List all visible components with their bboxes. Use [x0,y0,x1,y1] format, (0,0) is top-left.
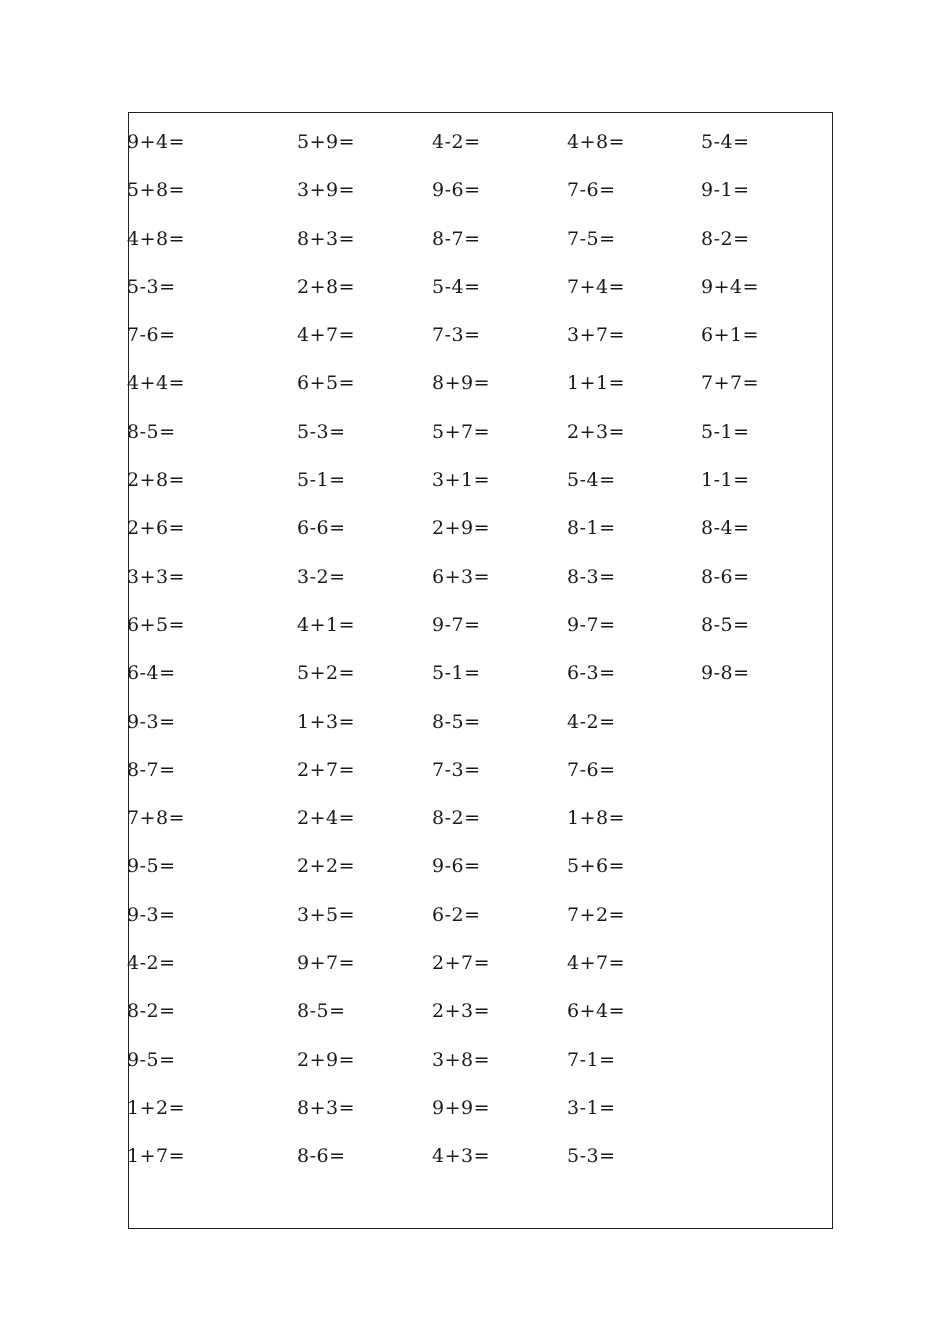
math-problem: 2+8= [297,275,356,298]
worksheet-frame [128,112,833,1229]
math-problem: 2+6= [127,517,186,540]
math-problem: 9+7= [297,952,356,975]
math-problem: 8-1= [567,517,616,540]
math-problem: 2+3= [432,1000,491,1023]
math-problem: 7-1= [567,1048,616,1071]
math-problem: 6-2= [432,903,481,926]
math-problem: 8-5= [432,710,481,733]
math-problem: 5-4= [701,131,750,153]
math-problem: 8-3= [567,565,616,588]
math-problem: 2+9= [297,1048,356,1071]
math-problem: 5+2= [297,662,356,685]
math-problem: 9-3= [127,710,176,733]
math-problem: 4+7= [297,324,356,347]
math-problem: 4+8= [567,131,626,153]
math-problem: 5-1= [432,662,481,685]
math-problem: 4-2= [127,952,176,975]
math-problem: 6+1= [701,324,760,347]
math-problem: 8-4= [701,517,750,540]
math-problem: 8-2= [432,807,481,830]
math-problem: 9-7= [432,613,481,636]
math-problem: 2+9= [432,517,491,540]
math-problem: 4+8= [127,227,186,250]
math-problem: 6+5= [297,372,356,395]
math-problem: 7-6= [127,324,176,347]
math-problem: 5-1= [297,469,346,492]
math-problem: 5-4= [567,469,616,492]
math-problem: 7-6= [567,179,616,202]
math-problem: 6+4= [567,1000,626,1023]
math-problem: 7-6= [567,758,616,781]
math-problem: 5-3= [127,275,176,298]
problem-column-4 [567,130,625,1193]
math-problem: 7-3= [432,758,481,781]
math-problem: 4+4= [127,372,186,395]
math-problem: 7-3= [432,324,481,347]
math-problem: 6-4= [127,662,176,685]
math-problem: 3+7= [567,324,626,347]
math-problem: 9-5= [127,855,176,878]
math-problem: 9-1= [701,179,750,202]
math-problem: 4+1= [297,613,356,636]
problem-column-3 [432,130,490,1193]
math-problem: 8+3= [297,1096,356,1119]
math-problem: 4-2= [432,131,481,153]
math-problem: 9-5= [127,1048,176,1071]
math-problem: 4+7= [567,952,626,975]
math-problem: 7+4= [567,275,626,298]
math-problem: 9+4= [127,131,186,153]
math-problem: 6+3= [432,565,491,588]
math-problem: 2+7= [297,758,356,781]
math-problem: 8+9= [432,372,491,395]
problem-column-2 [297,130,355,1193]
math-problem: 6+5= [127,613,186,636]
math-problem: 1+3= [297,710,356,733]
problem-column-5 [701,130,759,710]
math-problem: 4-2= [567,710,616,733]
math-problem: 8-6= [701,565,750,588]
math-problem: 8-7= [127,758,176,781]
math-problem: 5-4= [432,275,481,298]
math-problem: 8-7= [432,227,481,250]
math-problem: 5-1= [701,420,750,443]
math-problem: 1+1= [567,372,626,395]
math-problem: 9-3= [127,903,176,926]
problem-column-1 [127,130,185,1193]
math-problem: 5-3= [297,420,346,443]
math-problem: 5-3= [567,1145,616,1168]
math-problem: 6-3= [567,662,616,685]
math-problem: 2+2= [297,855,356,878]
math-problem: 2+8= [127,469,186,492]
math-problem: 9-6= [432,855,481,878]
math-problem: 8+3= [297,227,356,250]
math-problem: 9-8= [701,662,750,685]
math-problem: 8-2= [127,1000,176,1023]
math-problem: 7+7= [701,372,760,395]
math-problem: 6-6= [297,517,346,540]
math-problem: 8-2= [701,227,750,250]
math-problem: 1+8= [567,807,626,830]
math-problem: 8-5= [701,613,750,636]
math-problem: 5+7= [432,420,491,443]
math-problem: 8-5= [297,1000,346,1023]
math-problem: 9-6= [432,179,481,202]
math-problem: 3+1= [432,469,491,492]
math-problem: 7+2= [567,903,626,926]
math-problem: 7-5= [567,227,616,250]
math-problem: 3+5= [297,903,356,926]
math-problem: 3+3= [127,565,186,588]
math-problem: 2+7= [432,952,491,975]
math-problem: 1-1= [701,469,750,492]
math-problem: 1+7= [127,1145,186,1168]
math-problem: 5+9= [297,131,356,153]
math-problem: 2+4= [297,807,356,830]
math-problem: 4+3= [432,1145,491,1168]
math-problem: 5+8= [127,179,186,202]
math-problem: 9-7= [567,613,616,636]
math-problem: 8-5= [127,420,176,443]
math-problem: 9+9= [432,1096,491,1119]
math-problem: 5+6= [567,855,626,878]
math-problem: 3+8= [432,1048,491,1071]
math-problem: 3-2= [297,565,346,588]
math-problem: 3-1= [567,1096,616,1119]
math-problem: 7+8= [127,807,186,830]
math-problem: 8-6= [297,1145,346,1168]
math-problem: 2+3= [567,420,626,443]
math-problem: 3+9= [297,179,356,202]
math-problem: 9+4= [701,275,760,298]
math-problem: 1+2= [127,1096,186,1119]
